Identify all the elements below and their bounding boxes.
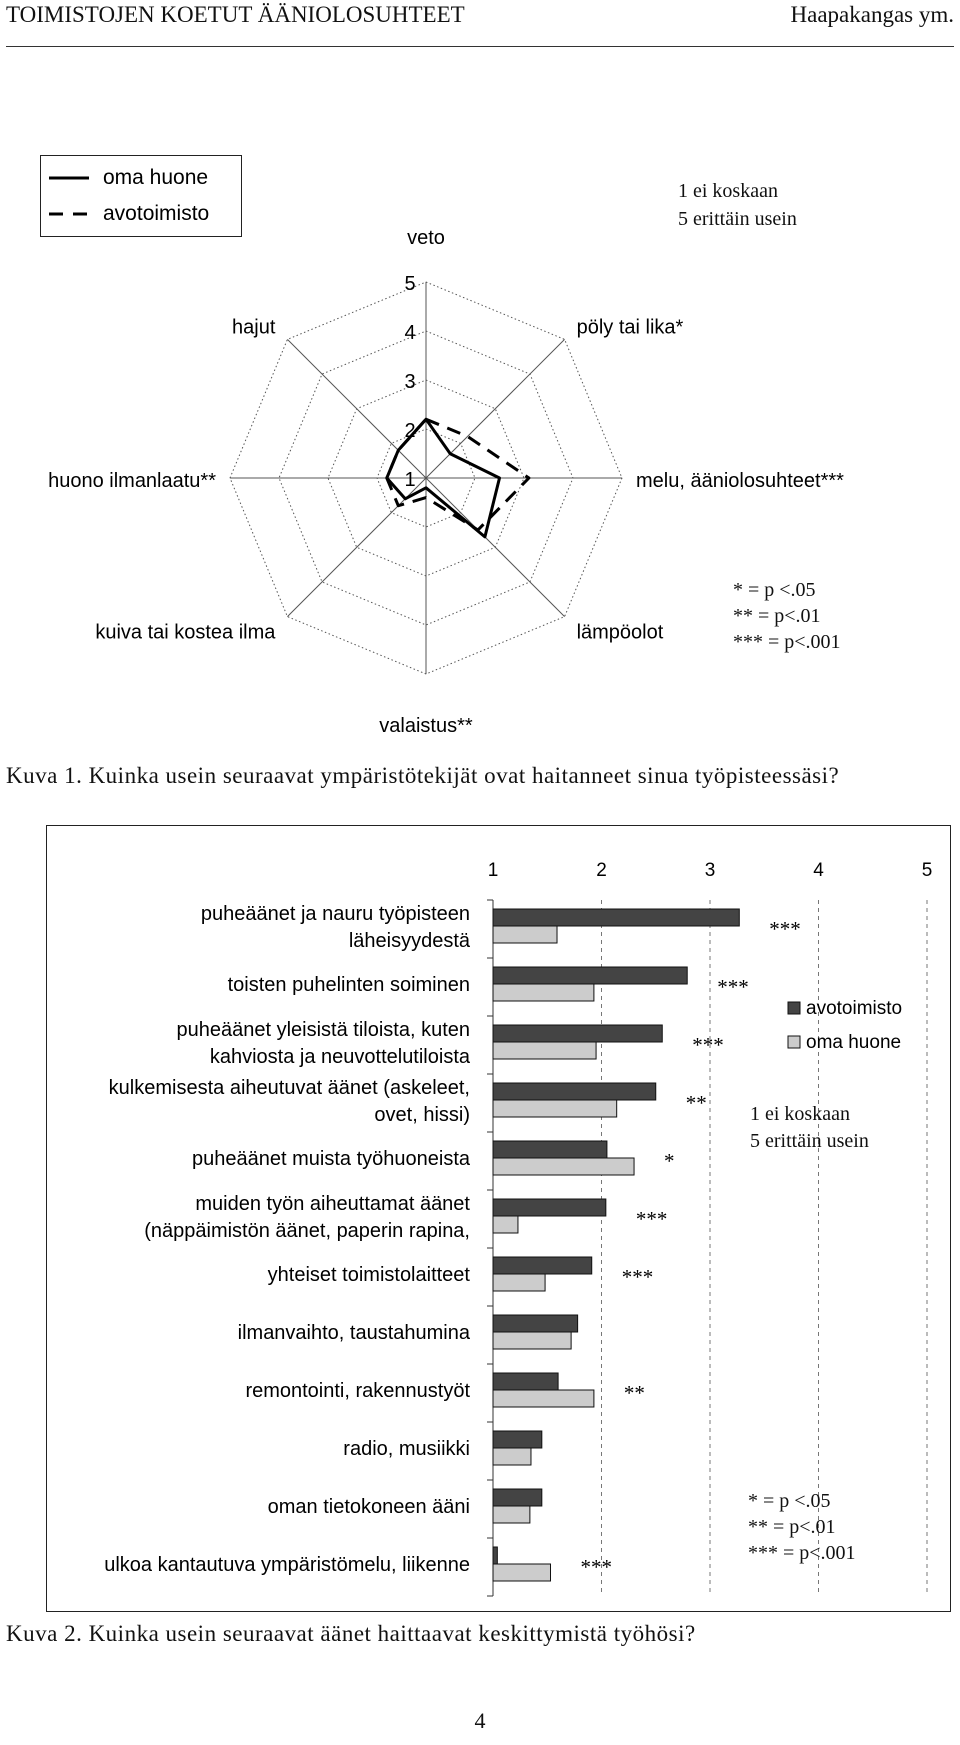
legend-label-avotoimisto: avotoimisto <box>103 202 210 225</box>
bar-oma-huone <box>493 1332 571 1349</box>
page-number: 4 <box>474 1708 486 1733</box>
running-header-authors: Haapakangas ym. <box>790 2 954 27</box>
radar-axis-label: lämpöolot <box>576 621 664 644</box>
bar-sig-1: * = p <.05 <box>748 1490 831 1512</box>
category-label: yhteiset toimistolaitteet <box>267 1264 470 1286</box>
radar-axis-label: melu, ääniolosuhteet*** <box>636 470 844 492</box>
radar-axis-label: pöly tai lika* <box>576 316 684 339</box>
radar-scale-note-1: 1 ei koskaan <box>678 180 778 202</box>
bar-avotoimisto <box>493 1489 542 1506</box>
bar-oma-huone <box>493 1158 634 1175</box>
significance-marker: *** <box>692 1033 724 1057</box>
bar-avotoimisto <box>493 1199 606 1216</box>
category-label: remontointi, rakennustyöt <box>245 1380 470 1402</box>
category-label: muiden työn aiheuttamat äänet <box>195 1193 470 1215</box>
bar-avotoimisto <box>493 1257 592 1274</box>
figure-2-caption: Kuva 2. Kuinka usein seuraavat äänet haittaavat keskittymistä työhösi? <box>6 1621 696 1646</box>
category-label: ilmanvaihto, taustahumina <box>237 1322 470 1344</box>
bar-avotoimisto <box>493 1315 578 1332</box>
significance-marker: *** <box>580 1555 613 1579</box>
legend-swatch-oma-huone <box>788 1036 800 1048</box>
bar-significance-note <box>748 1488 856 1566</box>
bar-oma-huone <box>493 984 594 1001</box>
bar-oma-huone <box>493 1100 617 1117</box>
bar-avotoimisto <box>493 909 739 926</box>
bar-oma-huone <box>493 1564 551 1581</box>
radar-scale-label: 4 <box>404 322 416 344</box>
bar-sig-2: ** = p<.01 <box>748 1516 836 1538</box>
bar-avotoimisto <box>493 1373 558 1390</box>
category-label: kulkemisesta aiheutuvat äänet (askeleet, <box>108 1077 470 1099</box>
radar-scale-label: 5 <box>404 273 416 295</box>
bar-oma-huone <box>493 1274 545 1291</box>
significance-marker: ** <box>685 1091 707 1115</box>
radar-sig-2: ** = p<.01 <box>733 605 821 627</box>
bar-avotoimisto <box>493 1141 607 1158</box>
radar-axis-label: valaistus** <box>379 715 473 737</box>
category-label: toisten puhelinten soiminen <box>227 974 470 996</box>
category-label: puheäänet muista työhuoneista <box>192 1148 470 1170</box>
category-label: kahviosta ja neuvottelutiloista <box>209 1046 470 1068</box>
significance-marker: * <box>664 1149 675 1173</box>
bar-scale-note-1: 1 ei koskaan <box>750 1103 850 1125</box>
category-label: radio, musiikki <box>343 1438 470 1460</box>
category-label: ulkoa kantautuva ympäristömelu, liikenne <box>104 1554 470 1576</box>
x-tick-label: 1 <box>487 860 499 881</box>
bar-sig-3: *** = p<.001 <box>748 1542 856 1564</box>
radar-scale-label: 2 <box>404 420 416 442</box>
bar-oma-huone <box>493 1506 530 1523</box>
x-tick-label: 4 <box>813 860 824 881</box>
bar-oma-huone <box>493 1216 518 1233</box>
legend-label-oma-huone: oma huone <box>103 166 209 189</box>
radar-axis-label: huono ilmanlaatu** <box>48 470 216 492</box>
radar-scale-label: 3 <box>404 371 416 393</box>
significance-marker: *** <box>621 1265 654 1289</box>
significance-marker: *** <box>635 1207 668 1231</box>
radar-axis-label: hajut <box>232 316 276 339</box>
category-label: läheisyydestä <box>348 930 470 952</box>
bar-oma-huone <box>493 1448 531 1465</box>
bar-avotoimisto <box>493 1083 656 1100</box>
radar-axis-label: veto <box>407 227 445 249</box>
x-tick-label: 3 <box>704 860 716 881</box>
radar-sig-1: * = p <.05 <box>733 579 816 601</box>
category-label: puheäänet ja nauru työpisteen <box>200 903 470 925</box>
category-label: oman tietokoneen ääni <box>267 1496 470 1518</box>
bar-oma-huone <box>493 1390 594 1407</box>
legend-label-oma-huone: oma huone <box>806 1032 902 1053</box>
bar-avotoimisto <box>493 967 687 984</box>
x-tick-label: 5 <box>921 860 933 881</box>
category-label: puheäänet yleisistä tiloista, kuten <box>176 1019 470 1041</box>
figure-1-caption: Kuva 1. Kuinka usein seuraavat ympäristötekijät ovat haitanneet sinua työpisteessäsi? <box>6 763 840 788</box>
significance-marker: ** <box>623 1381 645 1405</box>
legend-label-avotoimisto: avotoimisto <box>806 998 903 1019</box>
radar-scale-label: 1 <box>404 469 416 491</box>
radar-scale-note-2: 5 erittäin usein <box>678 208 797 230</box>
bar-oma-huone <box>493 926 557 943</box>
radar-axis-label: kuiva tai kostea ilma <box>95 621 276 644</box>
bar-avotoimisto <box>493 1025 662 1042</box>
category-label: ovet, hissi) <box>374 1104 470 1126</box>
bar-avotoimisto <box>493 1547 497 1564</box>
bar-oma-huone <box>493 1042 596 1059</box>
radar-sig-3: *** = p<.001 <box>733 631 841 653</box>
x-tick-label: 2 <box>596 860 607 881</box>
bar-scale-note-2: 5 erittäin usein <box>750 1130 869 1152</box>
significance-marker: *** <box>769 917 801 941</box>
bar-avotoimisto <box>493 1431 542 1448</box>
running-header-title: TOIMISTOJEN KOETUT ÄÄNIOLOSUHTEET <box>6 2 465 27</box>
significance-marker: *** <box>717 975 749 999</box>
legend-swatch-avotoimisto <box>788 1002 800 1014</box>
category-label: (näppäimistön äänet, paperin rapina, <box>144 1220 470 1242</box>
